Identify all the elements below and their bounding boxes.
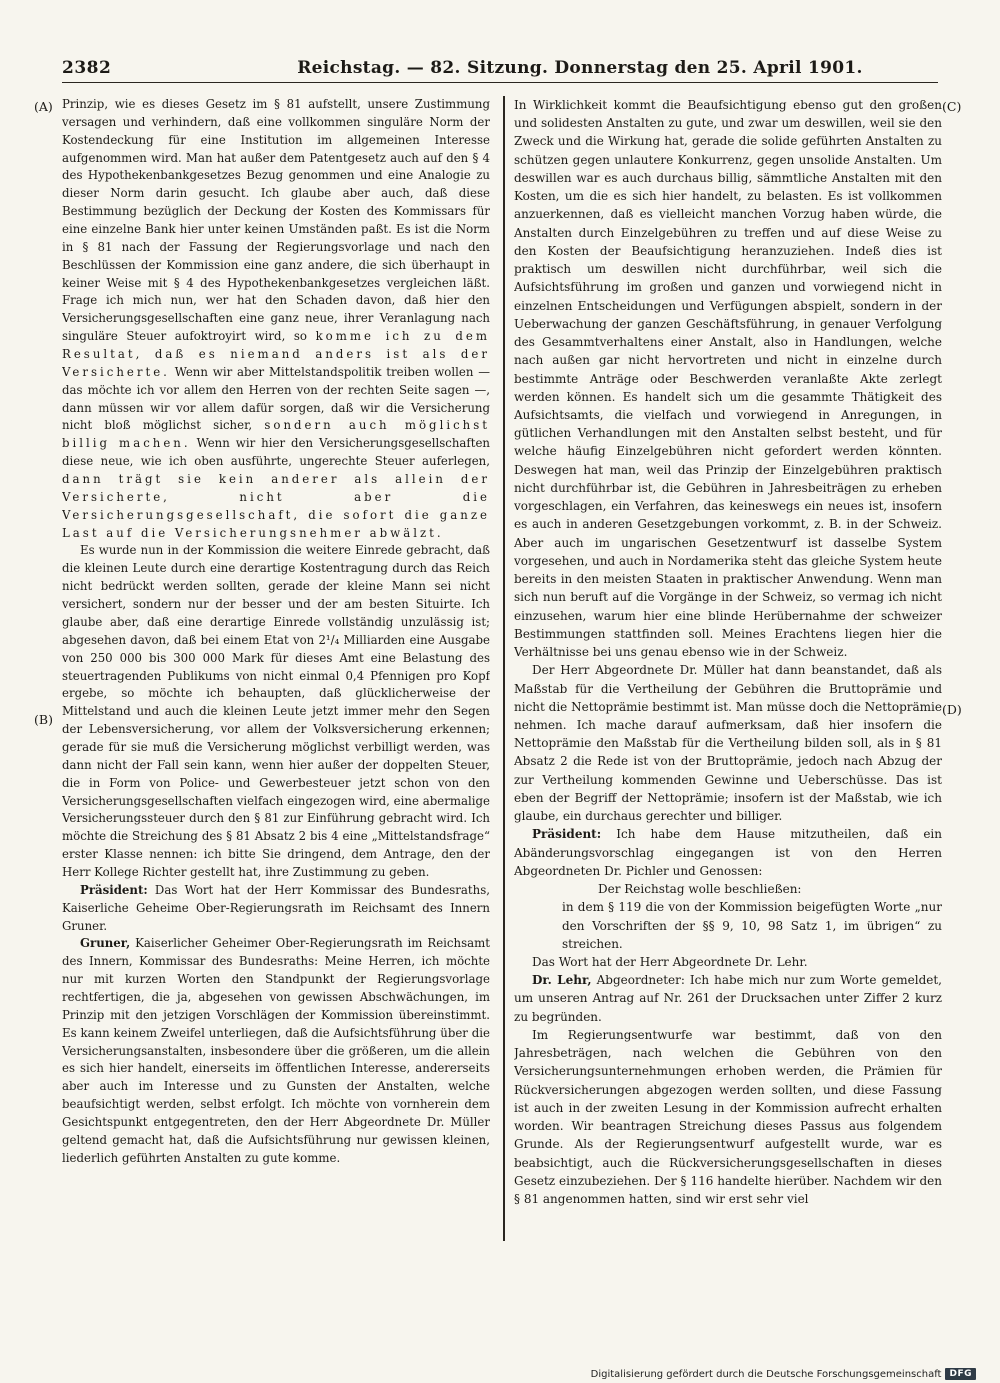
speaker-name: Gruner,: [80, 936, 131, 951]
left-p1-text-c: Wenn wir hier den Versicherungsgesellschaften diese neue, wie ich oben ausführte, ungerechte Steuer auferlegen,: [62, 436, 490, 469]
margin-mark-d: (D): [942, 702, 962, 717]
margin-mark-c: (C): [942, 99, 962, 114]
left-paragraph-1: [62, 96, 490, 542]
left-p1-emphasis-b: sondern auch möglichst billig machen.: [62, 418, 490, 451]
right-paragraph-6: Im Regierungsentwurfe war bestimmt, daß von den Jahresbeträgen, nach welchen die Gebühren von den Versicherungsunternehmungen erhoben werden, die Prämien für Rückversicherungen abgezogen werden sollten, und diese Fassung ist auch in der zweiten Lesung in der Kommission aufrecht erhalten worden. Wir beantragen Streichung dieses Passus aus folgendem Grunde. Als der Regierungsentwurf aufgestellt wurde, war es beabsichtigt, auch die Rückversicherungsgesellschaften in dieses Gesetz einzubeziehen. Der § 116 handelte hierüber. Nachdem wir den § 81 angenommen hatten, sind wir erst sehr viel: [514, 1027, 942, 1207]
right-paragraph-2: Der Herr Abgeordnete Dr. Müller hat dann beanstandet, daß als Maßstab für die Vertheilung der Gebühren die Bruttoprämie und nicht die Nettoprämie bestimmt ist. Man müsse doch die Nettoprämie nehmen. Ich mache darauf aufmerksam, daß hier insofern die Nettoprämie den Maßstab für die Vertheilung bilden soll, als in § 81 Absatz 2 die Rede ist von der Bruttoprämie, jedoch nach Abzug der zur Vertheilung kommenden Gewinne und Ueberschüsse. Das ist eben der Begriff der Nettoprämie; insofern ist der Maßstab, wie ich glaube, ein durchaus gerechter und billiger.: [514, 663, 942, 824]
speaker-name: Präsident:: [532, 827, 602, 842]
left-p1-text-b: Wenn wir aber Mittelstandspolitik treiben wollen — das möchte ich vor allem den Herren von der rechten Seite sagen —, dann müssen wir vor allem dafür sorgen, daß wir die Versicherung nicht bloß möglichst sicher,: [62, 364, 490, 433]
left-column: [62, 96, 490, 1241]
left-p1-text: Prinzip, wie es dieses Gesetz im § 81 aufstellt, unsere Zustimmung versagen und verhindern, daß eine vollkommen singuläre Norm der Kostendeckung für eine Institution im allgemeinen Interesse aufgenommen wird. Man hat außer dem Patentgesetz auch auf den § 4 des Hypothekenbankgesetzes Bezug genommen und eine Analogie zu dieser Norm darin gesucht. Ich glaube aber auch, daß diese Bestimmung bezüglich der Deckung der Kosten des Kommissars für eine einzelne Bank hier unter keinen Umständen paßt. Es ist die Norm in § 81 nach der Fassung der Regierungsvorlage und nach den Beschlüssen der Kommission eine ganz andere, die sich überhaupt in keiner Weise mit § 4 des Hypothekenbankgesetzes vergleichen läßt. Frage ich mich nun, wer hat den Schaden davon, daß hier den Versicherungsgesellschaften eine ganz neue, ihrer Veranlagung nach singuläre Steuer aufoktroyirt wird, so: [62, 97, 490, 344]
footer-text: Digitalisierung gefördert durch die Deutsche Forschungsgemeinschaft: [590, 1368, 942, 1380]
margin-mark-a: (A): [34, 99, 53, 114]
left-paragraph-2: Es wurde nun in der Kommission die weitere Einrede gebracht, daß die kleinen Leute durch eine derartige Kostentragung durch das Reich nicht bedrückt werden sollten, gerade der kleine Mann sei nicht versichert, sondern nur der besser und der am besten Situirte. Ich glaube aber, daß eine derartige Einrede vollständig unzulässig ist; abgesehen davon, daß bei einem Etat von 2¹/₄ Milliarden eine Ausgabe von 250 000 bis 300 000 Mark für dieses Amt eine Belastung des steuertragenden Publikums von nicht einmal 0,4 Pfennigen pro Kopf ergebe, so möchte ich behaupten, daß glücklicherweise der Mittelstand und auch die kleinen Leute jetzt immer mehr den Segen der Lebensversicherung, vor allem der Volksversicherung erkennen; gerade für sie muß die Versicherung möglichst verbilligt werden, was dann nicht der Fall sein kann, wenn hier außer der doppelten Steuer, die in Form von Police- und Gewerbesteuer jetzt schon von den Versicherungsgesellschaften vielfach eingezogen wird, eine abermalige Versicherungssteuer durch den § 81 zur Einführung gebracht wird. Ich möchte die Streichung des § 81 Absatz 2 bis 4 eine „Mittelstandsfrage“ erster Klasse nennen: ich bitte Sie dringend, dem Antrage, den der Herr Kollege Richter gestellt hat, ihre Zustimmung zu geben.: [62, 543, 490, 879]
right-paragraph-1: In Wirklichkeit kommt die Beaufsichtigung ebenso gut den großen und solidesten Anstalten zu gute, und zwar um deswillen, weil sie den Zweck und die Wirkung hat, gerade die solide geführten Anstalten zu schützen gegen unlautere Konkurrenz, gegen unsolide Anstalten. Um deswillen war es auch durchaus billig, sämmtliche Anstalten mit den Kosten, um die es sich hier handelt, zu belasten. Es ist vollkommen anzuerkennen, daß es vielleicht manchen Vorzug haben würde, die Anstalten durch Einzelgebühren zu treffen und auf diese Weise zu den Kosten der Beaufsichtigung heranzuziehen. Indeß dies ist praktisch um deswillen nicht durchführbar, weil sich die Aufsichtsführung im großen und ganzen und vorwiegend nicht in einzelnen Entscheidungen und Verfügungen abspielt, sondern in der Ueberwachung der ganzen Geschäftsführung, in genauer Verfolgung des Gesammtverhaltens einer Anstalt, also in Handlungen, welche nach außen gar nicht hervortreten und nicht in einzelne durch bestimmte Anträge oder Beschwerden veranlaßte Akte zerlegt werden können. Es handelt sich um die gesammte Thätigkeit des Aufsichtsamts, die vielfach und vorwiegend in Anregungen, in gütlichen Verhandlungen mit den Anstalten selbst besteht, und für welche häufig Einzelgebühren nicht gefordert werden könnten. Deswegen hat man, weil das Prinzip der Einzelgebühren praktisch nicht durchführbar ist, die Gebühren in Jahresbeiträgen zu erheben vorgeschlagen, ein Verfahren, das keineswegs ein neues ist, insofern es auch in anderen Gesetzgebungen vorkommt, z. B. in der Schweiz. Aber auch im ungarischen Gesetzentwurf ist dasselbe System vorgesehen, und auch in Nordamerika steht das gleiche System heute bereits in den meisten Staaten in praktischer Anwendung. Wenn man sich nun beruft auf die Vorgänge in der Schweiz, so vermag ich nicht einzusehen, warum hier eine blinde Herübernahme der schweizer Bestimmungen stattfinden soll. Meines Erachtens liegen hier die Verhältnisse bei uns genau ebenso wie in der Schweiz.: [514, 98, 942, 660]
column-divider: [503, 96, 505, 1241]
left-paragraph-3: [62, 882, 490, 936]
speech-text: Ich habe dem Hause mitzutheilen, daß ein Abänderungsvorschlag eingegangen ist von den Herren Abgeordneten Dr. Pichler und Genossen:: [514, 827, 942, 878]
right-paragraph-3: [514, 825, 942, 880]
page-header: [62, 56, 938, 83]
right-column: [514, 96, 942, 1241]
speaker-name: Dr. Lehr,: [532, 973, 592, 988]
right-paragraph-4: Das Wort hat der Herr Abgeordnete Dr. Lehr.: [532, 955, 808, 970]
left-paragraph-4: [62, 935, 490, 1167]
page-number: 2382: [62, 58, 112, 78]
left-p1-emphasis-c: dann trägt sie kein anderer als allein der Versicherte, nicht aber die Versicherungsgesellschaft, die sofort die ganze Last auf die Versicherungsnehmer abwälzt.: [62, 472, 490, 540]
running-head: Reichstag. — 82. Sitzung. Donnerstag den 25. April 1901.: [297, 58, 863, 78]
dfg-logo-icon: DFG: [945, 1368, 976, 1380]
speaker-name: Präsident:: [80, 882, 148, 897]
speech-text: Kaiserlicher Geheimer Ober-Regierungsrath im Reichsamt des Innern, Kommissar des Bundesraths: Meine Herren, ich möchte nur mit kurzen Worten den Standpunkt der Regierungsvorlage rechtfertigen, die ja, abgesehen von gewissen Abschwächungen, im Prinzip mit den jetzigen Vorschlägen der Kommission übereinstimmt. Es kann keinem Zweifel unterliegen, daß die Aufsichtsführung über die Versicherungsanstalten, insbesondere über die größeren, um die allein es sich hier handelt, einerseits im öffentlichen Interesse, andererseits aber auch im Interesse und zu Gunsten der Anstalten, welche beaufsichtigt werden, selbst erfolgt. Ich möchte von vornherein dem Gesichtspunkt entgegentreten, den der Herr Abgeordnete Dr. Müller geltend gemacht hat, daß die Aufsichtsführung nur gewissen kleinen, liederlich geführten Anstalten zu gute komme.: [62, 936, 490, 1165]
speech-text: Abgeordneter: Ich habe mich nur zum Worte gemeldet, um unseren Antrag auf Nr. 261 der Drucksachen unter Ziffer 2 kurz zu begründen.: [514, 973, 942, 1024]
left-p1-emphasis-a: komme ich zu dem Resultat, daß es niemand anders ist als der Versicherte.: [62, 329, 490, 379]
right-paragraph-5: [514, 971, 942, 1026]
digitization-footer: [591, 1367, 976, 1381]
motion-body: in dem § 119 die von der Kommission beigefügten Worte „nur den Vorschriften der §§ 9, 10, 98 Satz 1, im übrigen“ zu streichen.: [562, 900, 942, 951]
margin-mark-b: (B): [34, 712, 53, 727]
speech-text: Das Wort hat der Herr Kommissar des Bundesraths, Kaiserliche Geheime Ober-Regierungsrath im Reichsamt des Innern Gruner.: [62, 882, 490, 933]
motion-intro: Der Reichstag wolle beschließen:: [598, 882, 802, 897]
